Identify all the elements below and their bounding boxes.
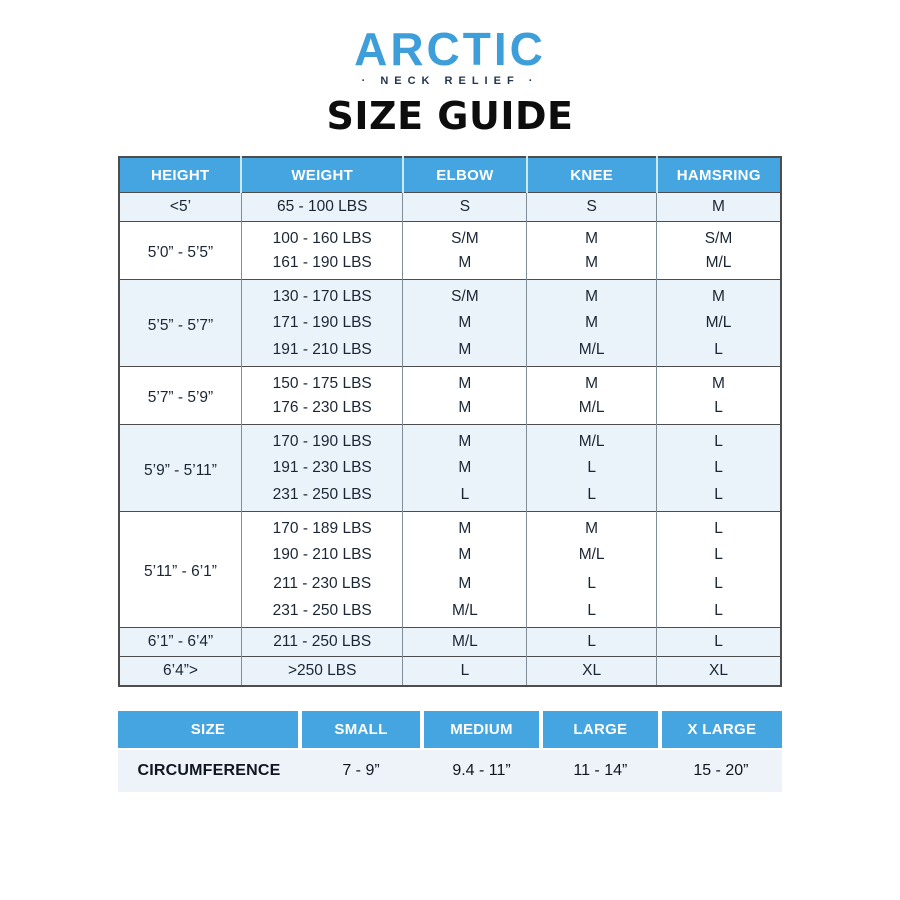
- elbow-cell: L: [403, 483, 527, 512]
- elbow-cell: M/L: [403, 599, 527, 628]
- circ-header-small: SMALL: [300, 711, 422, 749]
- elbow-cell: M: [403, 570, 527, 599]
- circ-header-medium: MEDIUM: [422, 711, 541, 749]
- column-header-knee: KNEE: [527, 157, 657, 193]
- knee-cell: M/L: [527, 425, 657, 454]
- elbow-cell: M: [403, 454, 527, 483]
- knee-cell: S: [527, 193, 657, 222]
- elbow-cell: M: [403, 512, 527, 541]
- hamsring-cell: L: [657, 541, 781, 570]
- knee-cell: L: [527, 454, 657, 483]
- hamsring-cell: L: [657, 628, 781, 657]
- hamsring-cell: M: [657, 367, 781, 396]
- elbow-cell: S/M: [403, 222, 527, 251]
- height-cell: 5’11” - 6’1”: [119, 512, 241, 628]
- hamsring-cell: M: [657, 280, 781, 309]
- weight-cell: 176 - 230 LBS: [241, 396, 403, 425]
- knee-cell: XL: [527, 657, 657, 686]
- height-cell: 5’0” - 5’5”: [119, 222, 241, 280]
- knee-cell: L: [527, 599, 657, 628]
- hamsring-cell: M/L: [657, 309, 781, 338]
- weight-cell: 170 - 189 LBS: [241, 512, 403, 541]
- column-header-weight: WEIGHT: [241, 157, 403, 193]
- weight-cell: >250 LBS: [241, 657, 403, 686]
- weight-cell: 100 - 160 LBS: [241, 222, 403, 251]
- hamsring-cell: L: [657, 425, 781, 454]
- circumference-value-small: 7 - 9”: [300, 749, 422, 792]
- elbow-cell: L: [403, 657, 527, 686]
- knee-cell: L: [527, 628, 657, 657]
- size-table-row: [119, 280, 781, 309]
- knee-cell: L: [527, 570, 657, 599]
- knee-cell: M: [527, 222, 657, 251]
- weight-cell: 231 - 250 LBS: [241, 483, 403, 512]
- hamsring-cell: L: [657, 512, 781, 541]
- size-table-header-row: [119, 157, 781, 193]
- weight-cell: 190 - 210 LBS: [241, 541, 403, 570]
- weight-cell: 191 - 230 LBS: [241, 454, 403, 483]
- weight-cell: 191 - 210 LBS: [241, 338, 403, 367]
- weight-cell: 231 - 250 LBS: [241, 599, 403, 628]
- circumference-value-large: 11 - 14”: [541, 749, 660, 792]
- elbow-cell: S/M: [403, 280, 527, 309]
- height-cell: <5’: [119, 193, 241, 222]
- hamsring-cell: L: [657, 570, 781, 599]
- column-header-height: HEIGHT: [119, 157, 241, 193]
- circ-header-large: LARGE: [541, 711, 660, 749]
- elbow-cell: M: [403, 425, 527, 454]
- column-header-hamsring: HAMSRING: [657, 157, 781, 193]
- elbow-cell: M: [403, 251, 527, 280]
- size-table-row: [119, 222, 781, 251]
- brand-logo: ARCTIC: [354, 23, 546, 75]
- weight-cell: 130 - 170 LBS: [241, 280, 403, 309]
- weight-cell: 211 - 230 LBS: [241, 570, 403, 599]
- weight-cell: 171 - 190 LBS: [241, 309, 403, 338]
- hamsring-cell: XL: [657, 657, 781, 686]
- knee-cell: M: [527, 280, 657, 309]
- circ-header-size: SIZE: [118, 711, 300, 749]
- circumference-table: [118, 711, 782, 792]
- weight-cell: 65 - 100 LBS: [241, 193, 403, 222]
- knee-cell: M: [527, 367, 657, 396]
- height-cell: 6’4”>: [119, 657, 241, 686]
- size-table-row: [119, 628, 781, 657]
- height-cell: 5’5” - 5’7”: [119, 280, 241, 367]
- circumference-value-x-large: 15 - 20”: [660, 749, 782, 792]
- height-cell: 6’1” - 6’4”: [119, 628, 241, 657]
- size-guide-table: [118, 156, 782, 687]
- circ-table-row: [118, 749, 782, 792]
- circumference-label: CIRCUMFERENCE: [118, 749, 300, 792]
- knee-cell: M/L: [527, 396, 657, 425]
- brand-header: [0, 23, 900, 87]
- hamsring-cell: L: [657, 599, 781, 628]
- height-cell: 5’7” - 5’9”: [119, 367, 241, 425]
- knee-cell: M/L: [527, 338, 657, 367]
- hamsring-cell: L: [657, 396, 781, 425]
- circumference-value-medium: 9.4 - 11”: [422, 749, 541, 792]
- hamsring-cell: M: [657, 193, 781, 222]
- size-table-row: [119, 657, 781, 686]
- brand-tagline: · NECK RELIEF ·: [361, 75, 539, 87]
- knee-cell: L: [527, 483, 657, 512]
- weight-cell: 170 - 190 LBS: [241, 425, 403, 454]
- circ-header-x-large: X LARGE: [660, 711, 782, 749]
- hamsring-cell: L: [657, 338, 781, 367]
- weight-cell: 150 - 175 LBS: [241, 367, 403, 396]
- elbow-cell: M/L: [403, 628, 527, 657]
- hamsring-cell: M/L: [657, 251, 781, 280]
- elbow-cell: M: [403, 367, 527, 396]
- knee-cell: M: [527, 512, 657, 541]
- knee-cell: M/L: [527, 541, 657, 570]
- size-table-row: [119, 193, 781, 222]
- size-table-body: [119, 193, 781, 686]
- size-table-row: [119, 425, 781, 454]
- elbow-cell: M: [403, 396, 527, 425]
- hamsring-cell: S/M: [657, 222, 781, 251]
- weight-cell: 161 - 190 LBS: [241, 251, 403, 280]
- elbow-cell: M: [403, 309, 527, 338]
- elbow-cell: M: [403, 541, 527, 570]
- size-table-row: [119, 367, 781, 396]
- hamsring-cell: L: [657, 483, 781, 512]
- knee-cell: M: [527, 251, 657, 280]
- knee-cell: M: [527, 309, 657, 338]
- weight-cell: 211 - 250 LBS: [241, 628, 403, 657]
- size-table-row: [119, 512, 781, 541]
- circ-table-header-row: [118, 711, 782, 749]
- hamsring-cell: L: [657, 454, 781, 483]
- elbow-cell: S: [403, 193, 527, 222]
- height-cell: 5’9” - 5’11”: [119, 425, 241, 512]
- column-header-elbow: ELBOW: [403, 157, 527, 193]
- page-title: SIZE GUIDE: [326, 94, 574, 138]
- elbow-cell: M: [403, 338, 527, 367]
